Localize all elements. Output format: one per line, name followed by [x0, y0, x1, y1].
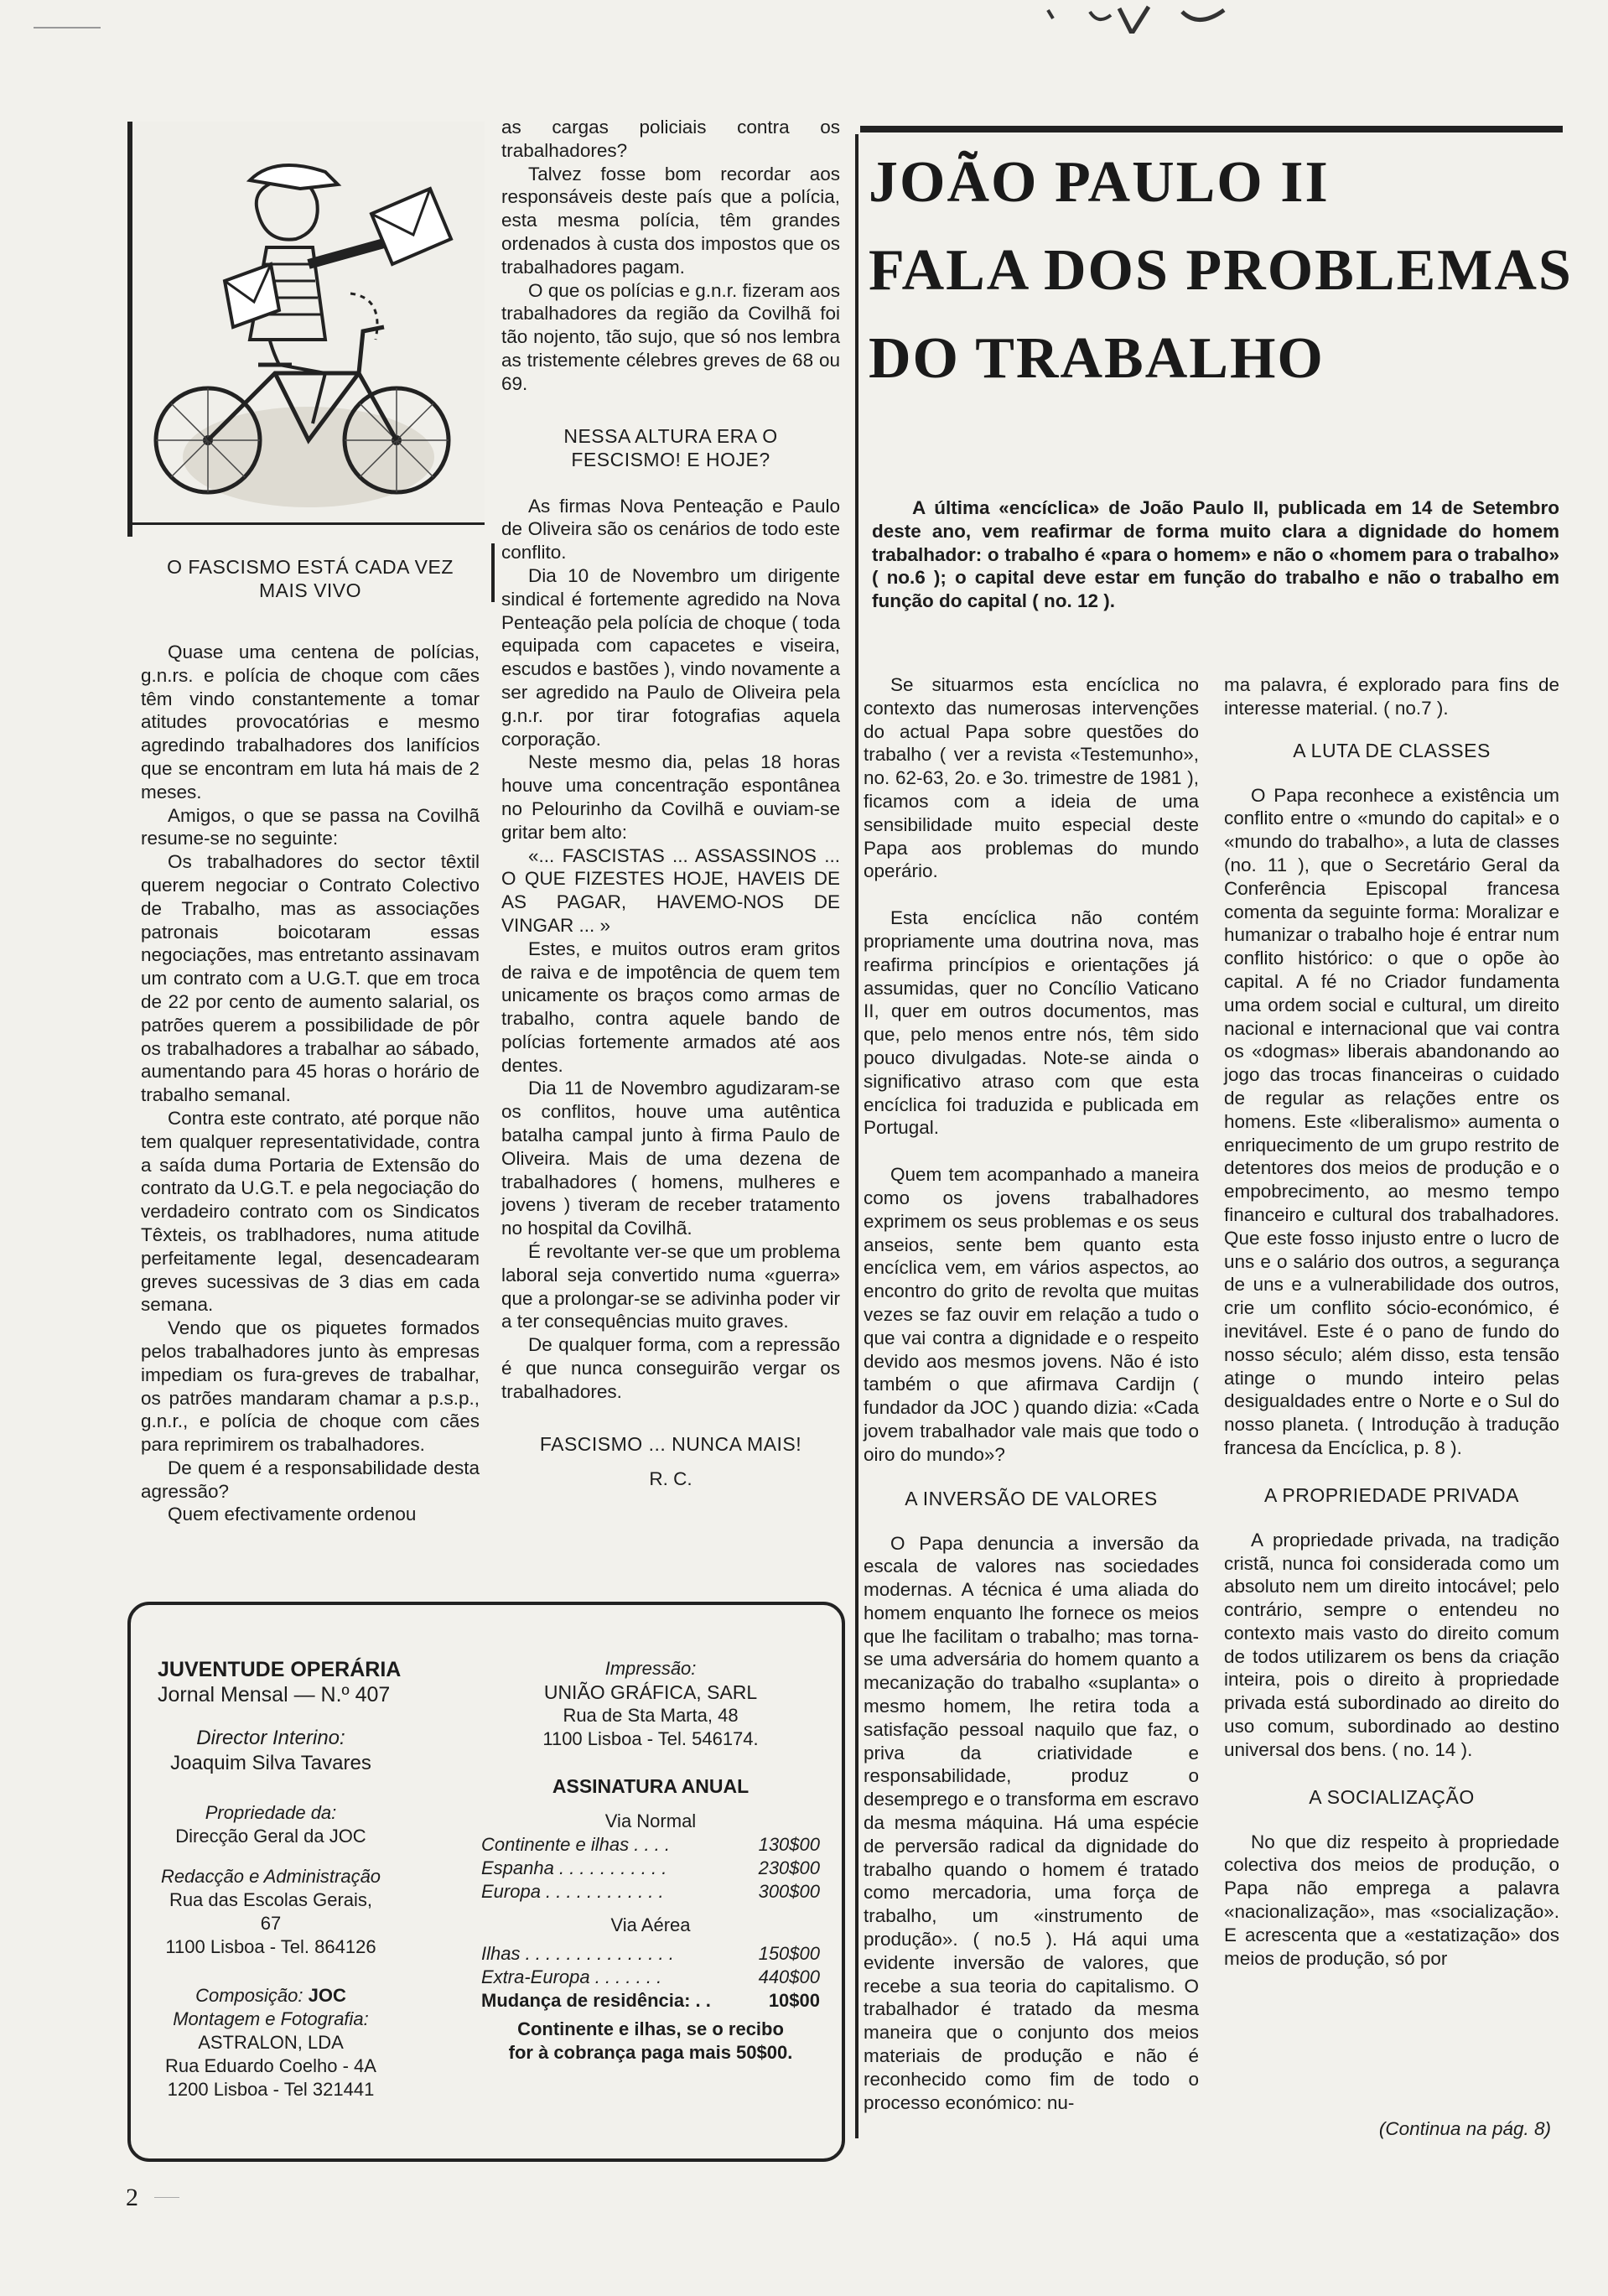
top-left-rule — [34, 27, 101, 29]
property-value: Direcção Geral da JOC — [175, 1826, 366, 1847]
paragraph: «... FASCISTAS ... ASSASSINOS ... O QUE FIZESTES HOJE, HAVEIS DE AS PAGAR, HAVEMO-NOS DE VINGAR ... » — [501, 844, 840, 936]
price-row — [481, 1989, 820, 2013]
section-heading: A LUTA DE CLASSES — [1293, 739, 1491, 761]
price-label: Continente e ilhas . . . . — [481, 1834, 671, 1855]
impressao-address: 1100 Lisboa - Tel. 546174. — [542, 1728, 759, 1749]
price-value: 150$00 — [758, 1943, 820, 1964]
impressao-label: Impressão: — [604, 1658, 697, 1679]
price-value: 130$00 — [758, 1834, 820, 1855]
paragraph: Neste mesmo dia, pelas 18 horas houve uma concentração espontânea no Pelourinho da Covilhã e ouviam-se gritar bem alto: — [501, 751, 840, 843]
price-value: 300$00 — [758, 1881, 820, 1902]
mid-article-vrule — [491, 543, 495, 602]
redaccao-address: 1100 Lisboa - Tel. 864126 — [165, 1936, 376, 1957]
left-article-col1 — [141, 555, 480, 1526]
right-article-col2 — [1224, 673, 1559, 1970]
paragraph: Quase uma centena de polícias, g.n.rs. e polícia de choque com cães têm vindo constantemente a tomar atitudes provocatórias e mesmo agredindo trabalhadores dos lanifícios que se encontram em luta há mais de 2 meses. — [141, 642, 480, 803]
impressao-name: UNIÃO GRÁFICA, SARL — [543, 1681, 758, 1703]
price-row — [481, 1857, 820, 1880]
price-label: Mudança de residência: . . — [481, 1990, 711, 2011]
paragraph: Os trabalhadores do sector têxtil querem negociar o Contrato Colectivo de Trabalho, mas as associações patronais boicotaram essas negociações, mas entretanto assinavam um contrato com a U.G.T. que em troca de 22 por cento de aumento salarial, os patrões querem a possibilidade de pôr os trabalhadores a trabalhar ao sábado, aumentando para 45 horas o horário de trabalho semanal. — [141, 851, 480, 1106]
closing-slogan: FASCISMO ... NUNCA MAIS! — [539, 1432, 802, 1455]
subscription-title: ASSINATURA ANUAL — [552, 1775, 750, 1797]
paragraph: De qualquer forma, com a repressão é que nunca conseguirão vergar os trabalhadores. — [501, 1334, 840, 1402]
price-label: Extra-Europa . . . . . . . — [481, 1966, 662, 1987]
price-value: 440$00 — [758, 1966, 820, 1987]
title-line: FALA DOS PROBLEMAS — [869, 238, 1573, 303]
article-signature: R. C. — [649, 1467, 692, 1489]
paragraph: Amigos, o que se passa na Covilhã resume-se no seguinte: — [141, 804, 480, 849]
masthead-left — [158, 1657, 459, 2101]
section-heading: A INVERSÃO DE VALORES — [905, 1487, 1158, 1509]
redaccao-label: Redacção e Administração — [160, 1866, 381, 1887]
lead-paragraph: A última «encíclica» de João Paulo II, publicada em 14 de Setembro deste ano, vem reafirmar de forma muito clara a dignidade do homem trabalhador: o trabalho é «para o homem» e não o «homem para o trabalho» ( no.6 ); o capital deve estar em função do trabalho e não o trabalho em função do capital ( no. 12 ). — [872, 497, 1559, 612]
price-row — [481, 1833, 820, 1857]
paragraph: as cargas policiais contra os trabalhadores? — [501, 117, 840, 161]
paragraph: Se situarmos esta encíclica no contexto das numerosas intervenções do actual Papa sobre questões do trabalho ( ver a revista «Testemunho», no. 62-63, 2o. e 3o. trimestre de 1981 ), ficamos com a ideia de uma sensibilidade muito especial deste Papa aos problemas do mundo operário. — [864, 674, 1199, 882]
impressao-address: Rua de Sta Marta, 48 — [563, 1705, 739, 1726]
paragraph: É revoltante ver-se que um problema laboral seja convertido numa «guerra» que a prolongar-se se adivinha poder vir a ter consequências muito graves. — [501, 1241, 840, 1332]
montagem-label: Montagem e Fotografia: — [173, 2008, 369, 2029]
continuation-note: (Continua na pág. 8) — [1378, 2118, 1551, 2139]
via-aerea-label: Via Aérea — [610, 1914, 691, 1935]
section-heading: A PROPRIEDADE PRIVADA — [1263, 1483, 1520, 1506]
publication-title: JUVENTUDE OPERÁRIA — [158, 1658, 402, 1681]
right-article-vrule — [855, 134, 858, 2138]
subscription-note: for à cobrança paga mais 50$00. — [508, 2042, 793, 2063]
price-label: Europa . . . . . . . . . . . . — [481, 1881, 664, 1902]
masthead-right — [481, 1657, 820, 2065]
title-line: DO TRABALHO — [869, 326, 1325, 391]
price-row — [481, 1880, 820, 1904]
paragraph: No que diz respeito à propriedade colectiva dos meios de produção, o Papa não emprega a palavra «nacionalização», mas «socialização». E acrescenta que a «estatização» dos meios de produção, só por — [1224, 1831, 1559, 1969]
paragraph: Esta encíclica não contém propriamente uma doutrina nova, mas reafirma princípios e orientações já assumidas, quer no Concílio Vaticano II, quer em outros documentos, mas que, pelo menos entre nós, têm sido pouco divulgadas. Note-se ainda o significativo atraso com que esta encíclica foi traduzida e publicada em Portugal. — [864, 907, 1199, 1139]
paragraph: O que os polícias e g.n.r. fizeram aos trabalhadores da região da Covilhã foi tão nojento, tão sujo, que só nos lembra as tristemente célebres greves de 68 ou 69. — [501, 279, 840, 394]
right-article-title — [869, 149, 1573, 392]
paragraph: Contra este contrato, até porque não tem qualquer representatividade, contra a saída duma Portaria de Extensão do contrato da U.G.T. e pela negociação do verdadeiro contrato com os Sindicatos Têxteis, os trablhadores, numa atitude perfeitamente legal, desencadearam greves sucessivas de 3 dias em cada semana. — [141, 1107, 480, 1316]
price-label: Ilhas . . . . . . . . . . . . . . . — [481, 1943, 674, 1964]
price-value: 230$00 — [758, 1857, 820, 1878]
composicao-label: Composição: — [195, 1985, 303, 2006]
paragraph: As firmas Nova Penteação e Paulo de Oliveira são os cenários de todo este conflito. — [501, 495, 840, 564]
right-article-lead — [872, 496, 1559, 613]
paragraph: Quem tem acompanhado a maneira como os jovens trabalhadores exprimem os seus problemas e os seus anseios, sente bem quanto esta encíclica vem, em vários aspectos, ao encontro do grito de revolta que muitas vezes se faz ouvir em relação a tudo o que vai contra a dignidade e o respeito devido aos mesmos jovens. Não é isto também o que afirmava Cardijn ( fundador da JOC ) quando dizia: «Cada jovem trabalhador vale mais que todo o oiro do mundo»? — [864, 1164, 1199, 1465]
paragraph: Vendo que os piquetes formados pelos trabalhadores junto às empresas impediam os fura-greves de trabalhar, os patrões mandaram chamar a p.s.p., g.n.r., e polícia de choque com cães para reprimirem os trabalhadores. — [141, 1317, 480, 1456]
director-name: Joaquim Silva Tavares — [170, 1752, 371, 1774]
right-article-top-rule — [860, 126, 1563, 132]
montagem-address: 1200 Lisboa - Tel 321441 — [167, 2079, 375, 2100]
cyclist-postman-illustration — [132, 122, 485, 522]
price-label: Espanha . . . . . . . . . . . — [481, 1857, 667, 1878]
left-article-col2 — [501, 116, 840, 1490]
paragraph: O Papa reconhece a existência um conflito entre o «mundo do capital» e o «mundo do trabalho», a luta de classes (no. 11 ), que o Secretário Geral da Conferência Episcopal francesa comenta da seguinte forma: Moralizar e humanizar o trabalho hoje é entrar num conflito histórico: o que o opõe ào capital. A fé no Criador fundamenta uma ordem social e cultural, um direito nacional e internacional que vai contra os «dogmas» liberais abandonando ao jogo das trocas financeiras o cuidado de regular as relações entre os homens. Este «liberalismo» aumenta o enriquecimento de um grupo restrito de detentores dos meios de produção e o empobrecimento, ao mesmo tempo financeiro e cultural dos trabalhadores. Que este fosso injusto entre o lucro de uns e o salário dos outros, a segurança de uns e a vulnerabilidade dos outros, crie um conflito sócio-económico, é inevitável. Este é o pano de fundo do nosso século; além disso, esta tensão atinge o mundo inteiro pelas desigualdades entre o Norte e o Sul do nosso planeta. ( Introdução à tradução francesa da Encíclica, p. 8 ). — [1224, 784, 1559, 1458]
composicao-value: JOC — [308, 1985, 346, 2006]
montagem-address: Rua Eduardo Coelho - 4A — [165, 2055, 376, 2076]
top-edge-marks — [1031, 0, 1283, 34]
right-article-col1 — [864, 673, 1199, 2114]
subscription-note: Continente e ilhas, se o recibo — [517, 2018, 784, 2039]
paragraph: Dia 11 de Novembro agudizaram-se os conflitos, houve uma autêntica batalha campal junto à firma Paulo de Oliveira. Mais de uma dezena de trabalhadores ( homens, mulheres e jovens ) tiveram de receber tratamento no hospital da Covilhã. — [501, 1078, 840, 1239]
paragraph: Talvez fosse bom recordar aos responsáveis deste país que a polícia, esta mesma polícia, têm grandes ordenados à custa dos impostos que os trabalhadores pagam. — [501, 163, 840, 278]
paragraph: Quem efectivamente ordenou — [168, 1504, 417, 1525]
paragraph: Estes, e muitos outros eram gritos de raiva e de impotência de quem tem unicamente os braços como armas de trabalho, contra aquele bando de polícias fortemente armados até aos dentes. — [501, 938, 840, 1076]
section-heading: A SOCIALIZAÇÃO — [1309, 1785, 1475, 1808]
paragraph: De quem é a responsabilidade desta agressão? — [141, 1457, 480, 1502]
illustration-frame — [132, 122, 485, 525]
redaccao-address: Rua das Escolas Gerais, 67 — [169, 1889, 373, 1934]
title-line: JOÃO PAULO II — [869, 150, 1330, 215]
publication-subtitle: Jornal Mensal — N.º 407 — [158, 1683, 391, 1706]
property-label: Propriedade da: — [205, 1802, 337, 1823]
page-number: 2 — [126, 2184, 138, 2211]
left-article-subheading: NESSA ALTURA ERA O FESCISMO! E HOJE? — [563, 424, 778, 470]
director-label: Director Interino: — [196, 1727, 345, 1749]
price-row — [481, 1966, 820, 1989]
left-article-heading: O FASCISMO ESTÁ CADA VEZ MAIS VIVO — [167, 556, 454, 601]
montagem-name: ASTRALON, LDA — [198, 2032, 344, 2053]
paragraph: ma palavra, é explorado para fins de interesse material. ( no.7 ). — [1224, 674, 1559, 719]
via-normal-label: Via Normal — [604, 1810, 697, 1831]
price-value: 10$00 — [768, 1990, 820, 2011]
paragraph: Dia 10 de Novembro um dirigente sindical é fortemente agredido na Nova Penteação pela polícia de choque ( toda equipada com capacetes e viseira, escudos e bastões ), vindo novamente a ser agredido na Paulo de Oliveira pela g.n.r. por tirar fotografias aquela corporação. — [501, 564, 841, 750]
price-row — [481, 1942, 820, 1966]
paragraph: A propriedade privada, na tradição cristã, nunca foi considerada como um absoluto nem um direito intocável; pelo contrário, sempre o entendeu no contexto mais vasto do direito comum de todos utilizarem os bens da criação inteira, pois o direito à propriedade privada está subordinado ao direito do uso comum, subordinado ao destino universal dos bens. ( no. 14 ). — [1224, 1529, 1559, 1760]
bottom-left-rule — [154, 2197, 179, 2198]
paragraph: O Papa denuncia a inversão da escala de valores nas sociedades modernas. A técnica é uma aliada do homem enquanto lhe fornece os meios que lhe facilitam o trabalho; mas torna-se uma adversária do homem quanto a mecanização do trabalho «suplanta» o mesmo homem, lhe retira toda a satisfação pessoal naquilo que faz, o priva da criatividade e responsabilidade, produz o desemprego e o transforma em escravo da mesma máquina. Há uma espécie de perversão radical da dignidade do trabalho quando o homem é tratado como mercadoria, uma força de trabalho, um «instrumento de produção». ( no.5 ). Há aqui uma evidente inversão de valores, que recebe a sua teoria do capitalismo. O trabalhador é tratado da mesma maneira que o conjunto dos meios materiais de produção e não é reconhecido como fim de todo o processo económico: nu- — [864, 1532, 1199, 2113]
